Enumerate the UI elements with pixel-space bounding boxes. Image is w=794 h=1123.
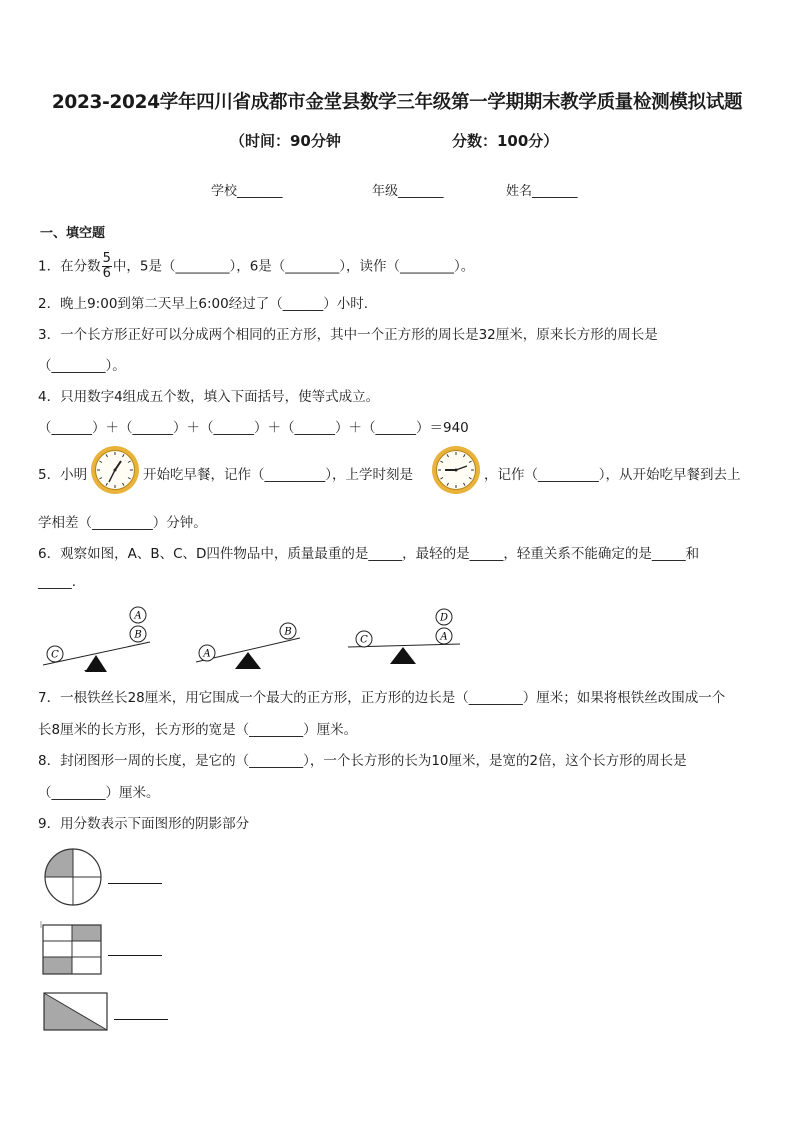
fulcrum-icon <box>390 647 416 664</box>
exam-score: 分数：100分） <box>452 132 559 150</box>
answer-line-figure-3[interactable] <box>114 1019 168 1020</box>
question-5-part-1: 5．小明 <box>38 467 88 483</box>
weight-label: C <box>360 634 368 646</box>
question-2: 2．晚上9:00到第二天早上6:00经过了（______）小时. <box>38 296 369 312</box>
question-5-part-2: 开始吃早餐，记作（_________），上学时刻是 <box>143 467 413 483</box>
shaded-grid-figure <box>40 920 104 980</box>
name-field[interactable]: 姓名_______ <box>506 184 578 199</box>
section-heading: 一、填空题 <box>40 226 106 241</box>
exam-time: （时间：90分钟 <box>230 132 341 150</box>
fraction-denominator: 6 <box>102 266 111 281</box>
q1-suffix: 中，5是（________），6是（________），读作（________）。 <box>112 258 475 275</box>
fraction-numerator: 5 <box>102 251 111 266</box>
clock-breakfast-icon <box>90 445 140 495</box>
question-8-line-2: （________）厘米。 <box>38 785 160 801</box>
weight-label: A <box>203 648 211 660</box>
balance-1 <box>43 607 150 672</box>
school-field[interactable]: 学校_______ <box>211 184 283 199</box>
question-1 <box>38 252 474 281</box>
balance-figures <box>38 600 478 680</box>
weight-label: B <box>284 626 292 638</box>
balance-3 <box>348 609 460 664</box>
grade-field[interactable]: 年级_______ <box>372 184 444 199</box>
weight-label: C <box>51 649 59 661</box>
q1-prefix: 1．在分数 <box>38 258 101 275</box>
question-6-line-1: 6．观察如图，A、B、C、D四件物品中，质量最重的是_____，最轻的是_____，轻重关系不能确定的是_____和 <box>38 546 700 562</box>
weight-label: A <box>134 610 142 622</box>
answer-line-figure-1[interactable] <box>108 883 162 884</box>
weight-label: B <box>134 629 142 641</box>
fulcrum-icon <box>235 652 261 669</box>
weight-label: D <box>439 612 449 624</box>
question-5-part-3: ，记作（_________），从开始吃早餐到去上 <box>484 467 741 483</box>
clock-school-icon <box>431 445 481 495</box>
question-3-line-2: （________）。 <box>38 358 126 374</box>
answer-line-figure-2[interactable] <box>108 955 162 956</box>
question-6-line-2: _____. <box>38 574 77 590</box>
page-title: 2023-2024学年四川省成都市金堂县数学三年级第一学期期末教学质量检测模拟试题 <box>51 92 743 113</box>
question-3-line-1: 3．一个长方形正好可以分成两个相同的正方形，其中一个正方形的周长是32厘米，原来长方形的周长是 <box>38 327 658 343</box>
question-7-line-2: 长8厘米的长方形，长方形的宽是（________）厘米。 <box>38 722 358 738</box>
shaded-circle-figure <box>42 848 106 908</box>
fulcrum-icon <box>85 655 107 672</box>
question-4-line-1: 4．只用数字4组成五个数，填入下面括号，使等式成立。 <box>38 389 380 405</box>
question-4-line-2: （______）＋（______）＋（______）＋（______）＋（______）＝940 <box>38 420 469 436</box>
shaded-rectangle-figure <box>42 990 112 1034</box>
fraction-5-6 <box>102 252 112 281</box>
weight-label: A <box>440 631 448 643</box>
balance-2 <box>196 623 300 669</box>
question-8-line-1: 8．封闭图形一周的长度，是它的（________），一个长方形的长为10厘米，是宽的2倍，这个长方形的周长是 <box>38 753 687 769</box>
question-7-line-1: 7．一根铁丝长28厘米，用它围成一个最大的正方形，正方形的边长是（________）厘米；如果将根铁丝改围成一个 <box>38 690 726 706</box>
question-9: 9．用分数表示下面图形的阴影部分 <box>38 816 250 832</box>
question-5-line-2: 学相差（_________）分钟。 <box>38 515 207 531</box>
